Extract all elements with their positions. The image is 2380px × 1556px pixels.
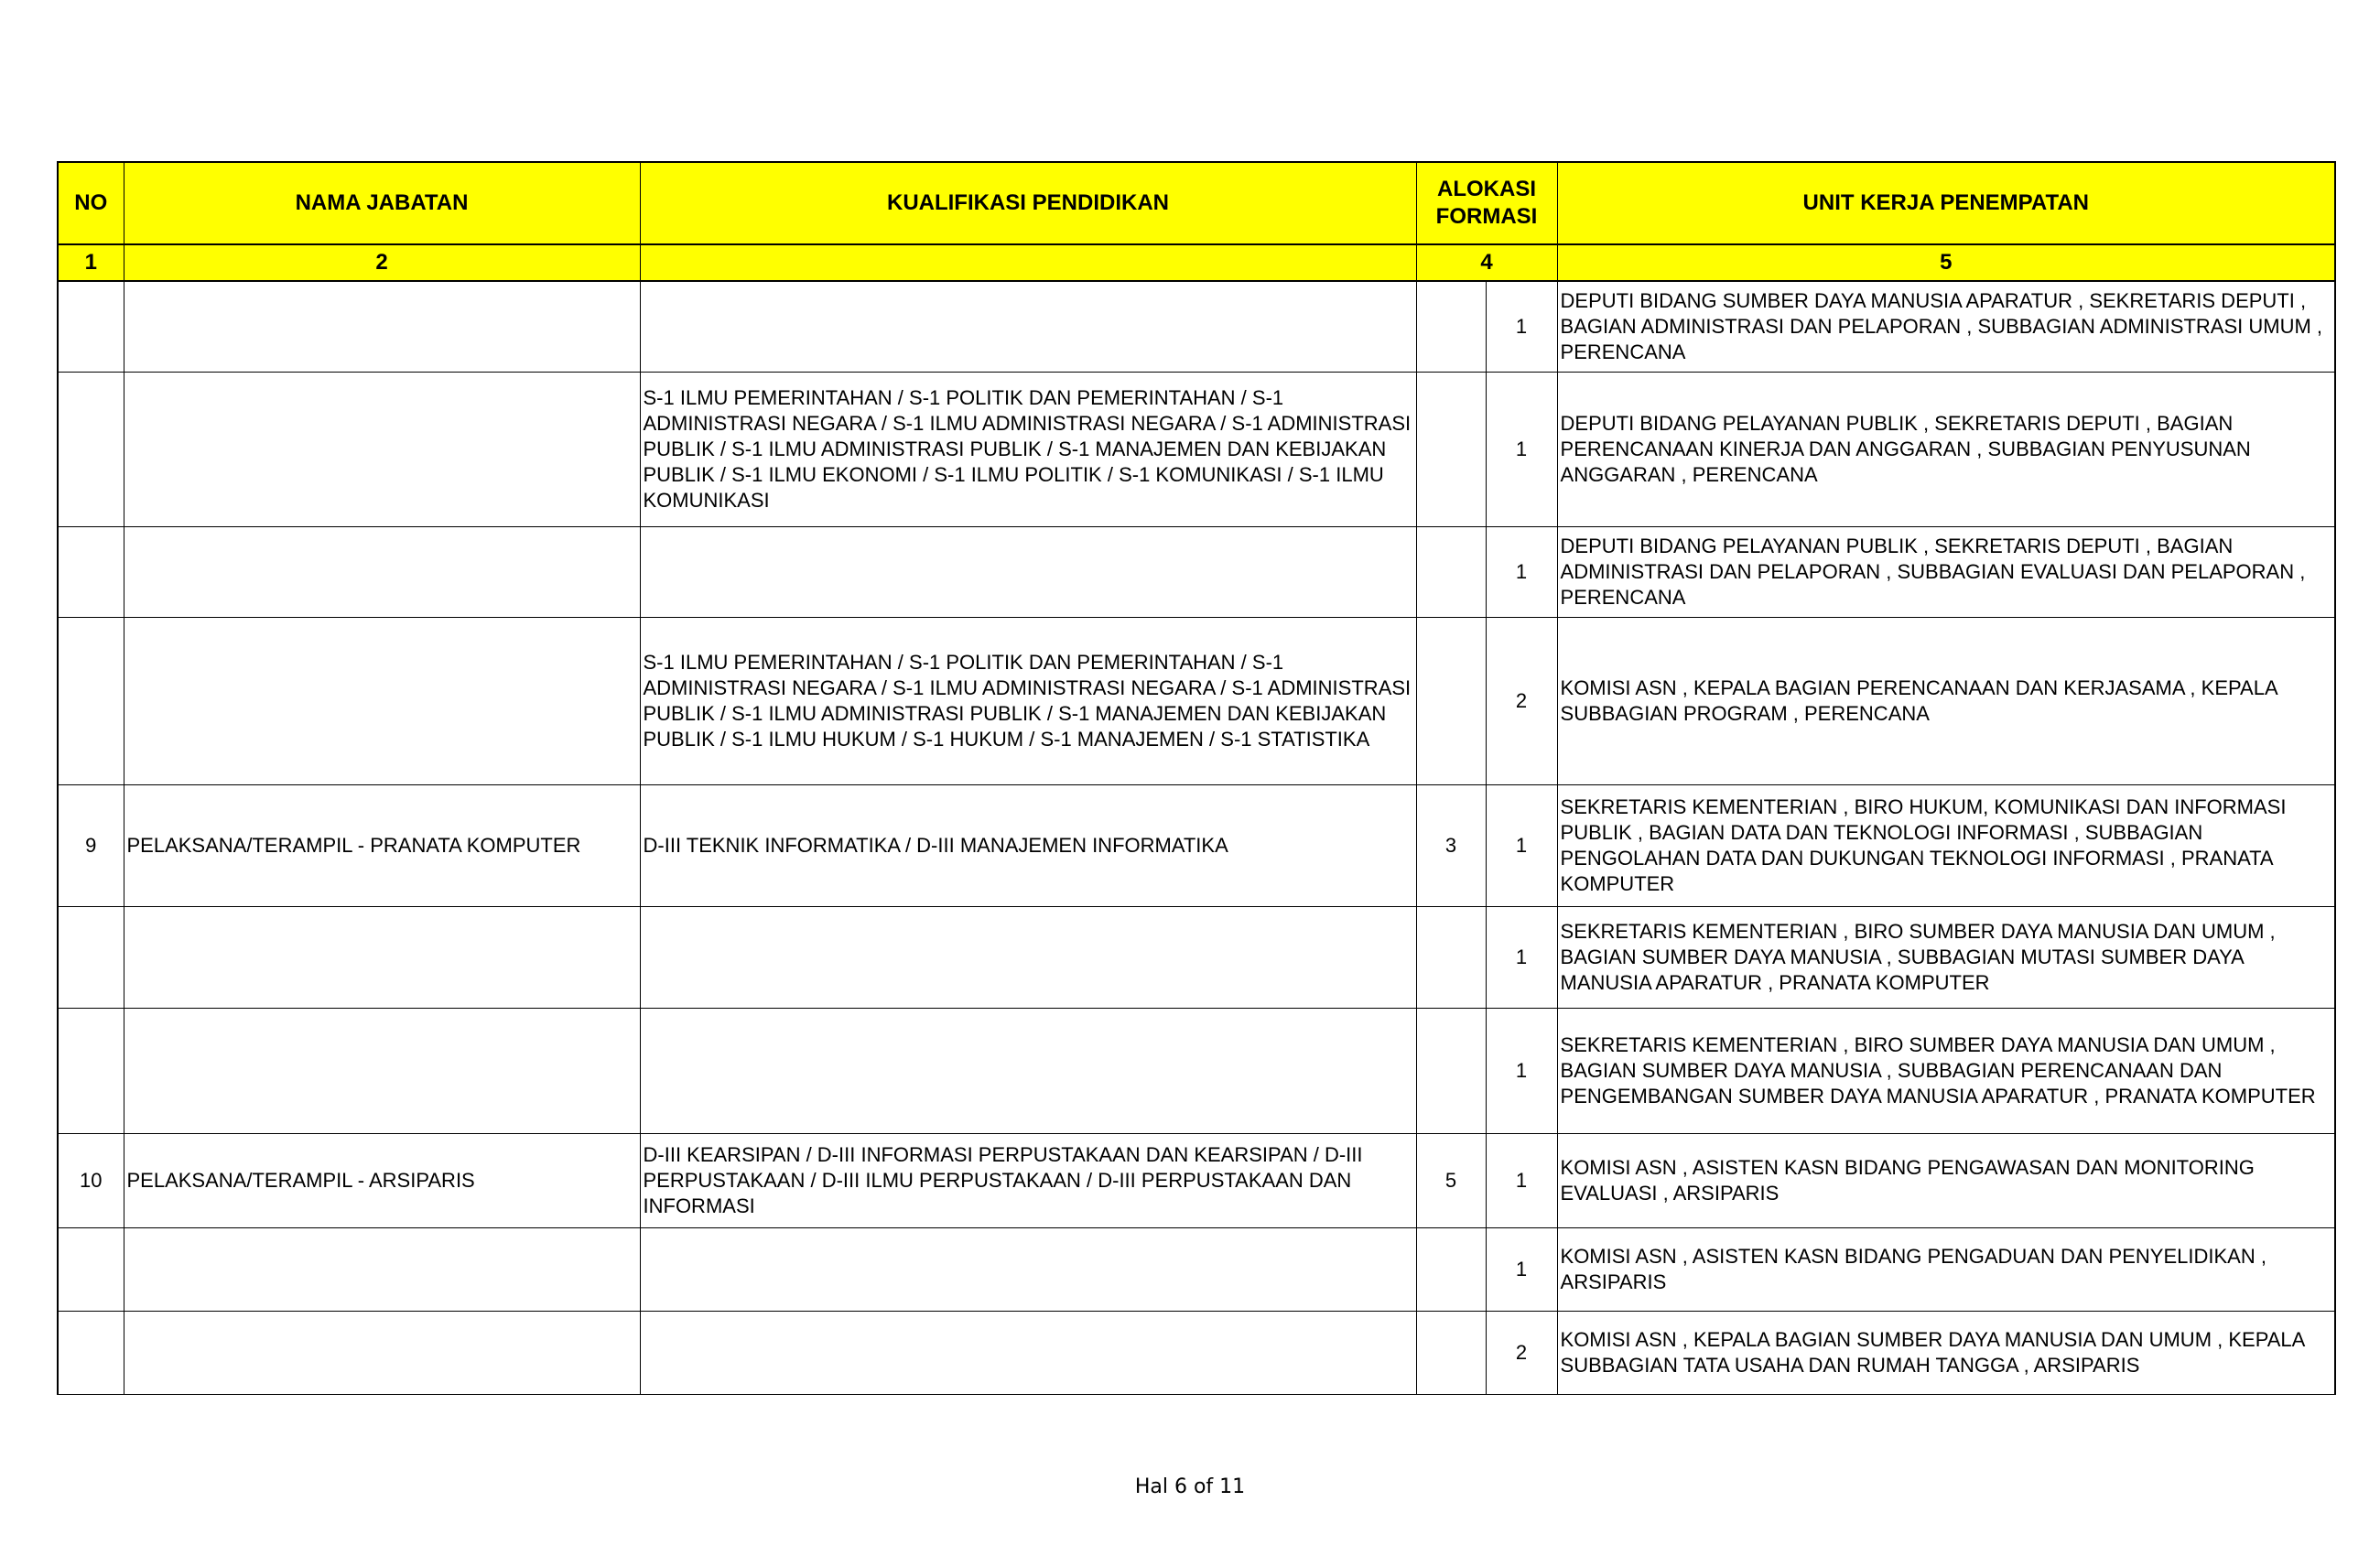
cell-no <box>58 907 124 1009</box>
header-no: NO <box>58 162 124 244</box>
table-row <box>58 281 2335 373</box>
table-row <box>58 1228 2335 1312</box>
cell-kualifikasi <box>640 527 1416 618</box>
cell-alokasi-sub: 2 <box>1486 618 1557 785</box>
header-unit-kerja-penempatan: UNIT KERJA PENEMPATAN <box>1557 162 2335 244</box>
cell-alokasi <box>1416 618 1486 785</box>
cell-kualifikasi <box>640 1228 1416 1312</box>
cell-alokasi <box>1416 373 1486 527</box>
cell-no <box>58 1312 124 1395</box>
cell-kualifikasi: D-III KEARSIPAN / D-III INFORMASI PERPUSTAKAAN DAN KEARSIPAN / D-III PERPUSTAKAAN / D-III ILMU PERPUSTAKAAN / D-III PERPUSTAKAAN DAN INFORMASI <box>640 1134 1416 1228</box>
cell-alokasi-sub: 1 <box>1486 907 1557 1009</box>
cell-no <box>58 373 124 527</box>
cell-no <box>58 1009 124 1134</box>
cell-unit-kerja: KOMISI ASN , KEPALA BAGIAN SUMBER DAYA MANUSIA DAN UMUM , KEPALA SUBBAGIAN TATA USAHA DAN RUMAH TANGGA , ARSIPARIS <box>1557 1312 2335 1395</box>
header-alokasi-formasi <box>1416 162 1557 244</box>
cell-unit-kerja: DEPUTI BIDANG SUMBER DAYA MANUSIA APARATUR , SEKRETARIS DEPUTI , BAGIAN ADMINISTRASI DAN PELAPORAN , SUBBAGIAN ADMINISTRASI UMUM , PERENCANA <box>1557 281 2335 373</box>
table-row <box>58 527 2335 618</box>
cell-unit-kerja: KOMISI ASN , ASISTEN KASN BIDANG PENGADUAN DAN PENYELIDIKAN , ARSIPARIS <box>1557 1228 2335 1312</box>
table-row <box>58 1009 2335 1134</box>
cell-unit-kerja: KOMISI ASN , ASISTEN KASN BIDANG PENGAWASAN DAN MONITORING EVALUASI , ARSIPARIS <box>1557 1134 2335 1228</box>
cell-alokasi-sub: 1 <box>1486 527 1557 618</box>
cell-alokasi <box>1416 907 1486 1009</box>
cell-nama-jabatan <box>124 907 640 1009</box>
cell-alokasi <box>1416 527 1486 618</box>
cell-unit-kerja: DEPUTI BIDANG PELAYANAN PUBLIK , SEKRETARIS DEPUTI , BAGIAN PERENCANAAN KINERJA DAN ANGGARAN , SUBBAGIAN PENYUSUNAN ANGGARAN , PERENCANA <box>1557 373 2335 527</box>
cell-alokasi-sub: 1 <box>1486 785 1557 907</box>
cell-alokasi <box>1416 1009 1486 1134</box>
cell-nama-jabatan <box>124 618 640 785</box>
cell-kualifikasi: S-1 ILMU PEMERINTAHAN / S-1 POLITIK DAN PEMERINTAHAN / S-1 ADMINISTRASI NEGARA / S-1 ILMU ADMINISTRASI NEGARA / S-1 ADMINISTRASI PUBLIK / S-1 ILMU ADMINISTRASI PUBLIK / S-1 MANAJEMEN DAN KEBIJAKAN PUBLIK / S-1 ILMU EKONOMI / S-1 ILMU POLITIK / S-1 KOMUNIKASI / S-1 ILMU KOMUNIKASI <box>640 373 1416 527</box>
cell-alokasi-sub: 1 <box>1486 1009 1557 1134</box>
cell-no <box>58 1228 124 1312</box>
cell-nama-jabatan <box>124 281 640 373</box>
header-alokasi-line1: ALOKASI <box>1437 177 1536 201</box>
table-header-row <box>58 162 2335 244</box>
cell-unit-kerja: SEKRETARIS KEMENTERIAN , BIRO HUKUM, KOMUNIKASI DAN INFORMASI PUBLIK , BAGIAN DATA DAN TEKNOLOGI INFORMASI , SUBBAGIAN PENGOLAHAN DATA DAN DUKUNGAN TEKNOLOGI INFORMASI , PRANATA KOMPUTER <box>1557 785 2335 907</box>
header-number-3 <box>640 244 1416 281</box>
header-number-4: 4 <box>1416 244 1557 281</box>
cell-kualifikasi <box>640 907 1416 1009</box>
table-row <box>58 618 2335 785</box>
header-number-5: 5 <box>1557 244 2335 281</box>
cell-nama-jabatan <box>124 1228 640 1312</box>
cell-alokasi-sub: 1 <box>1486 1134 1557 1228</box>
cell-no <box>58 527 124 618</box>
cell-alokasi <box>1416 1228 1486 1312</box>
table-row <box>58 1134 2335 1228</box>
cell-kualifikasi: S-1 ILMU PEMERINTAHAN / S-1 POLITIK DAN PEMERINTAHAN / S-1 ADMINISTRASI NEGARA / S-1 ILMU ADMINISTRASI NEGARA / S-1 ADMINISTRASI PUBLIK / S-1 ILMU ADMINISTRASI PUBLIK / S-1 MANAJEMEN DAN KEBIJAKAN PUBLIK / S-1 ILMU HUKUM / S-1 HUKUM / S-1 MANAJEMEN / S-1 STATISTIKA <box>640 618 1416 785</box>
cell-nama-jabatan <box>124 373 640 527</box>
table-header-number-row <box>58 244 2335 281</box>
cell-unit-kerja: SEKRETARIS KEMENTERIAN , BIRO SUMBER DAYA MANUSIA DAN UMUM , BAGIAN SUMBER DAYA MANUSIA , SUBBAGIAN PERENCANAAN DAN PENGEMBANGAN SUMBER DAYA MANUSIA APARATUR , PRANATA KOMPUTER <box>1557 1009 2335 1134</box>
cell-unit-kerja: DEPUTI BIDANG PELAYANAN PUBLIK , SEKRETARIS DEPUTI , BAGIAN ADMINISTRASI DAN PELAPORAN , SUBBAGIAN EVALUASI DAN PELAPORAN , PERENCANA <box>1557 527 2335 618</box>
cell-kualifikasi <box>640 1009 1416 1134</box>
cell-unit-kerja: KOMISI ASN , KEPALA BAGIAN PERENCANAAN DAN KERJASAMA , KEPALA SUBBAGIAN PROGRAM , PERENCANA <box>1557 618 2335 785</box>
cell-alokasi-sub: 1 <box>1486 373 1557 527</box>
cell-alokasi: 3 <box>1416 785 1486 907</box>
cell-no: 10 <box>58 1134 124 1228</box>
cell-kualifikasi: D-III TEKNIK INFORMATIKA / D-III MANAJEMEN INFORMATIKA <box>640 785 1416 907</box>
cell-unit-kerja: SEKRETARIS KEMENTERIAN , BIRO SUMBER DAYA MANUSIA DAN UMUM , BAGIAN SUMBER DAYA MANUSIA , SUBBAGIAN MUTASI SUMBER DAYA MANUSIA APARATUR , PRANATA KOMPUTER <box>1557 907 2335 1009</box>
cell-alokasi <box>1416 281 1486 373</box>
cell-kualifikasi <box>640 1312 1416 1395</box>
header-alokasi-line2: FORMASI <box>1435 204 1538 229</box>
header-kualifikasi-pendidikan: KUALIFIKASI PENDIDIKAN <box>640 162 1416 244</box>
cell-kualifikasi <box>640 281 1416 373</box>
cell-no <box>58 618 124 785</box>
cell-nama-jabatan: PELAKSANA/TERAMPIL - PRANATA KOMPUTER <box>124 785 640 907</box>
cell-no <box>58 281 124 373</box>
table-row <box>58 907 2335 1009</box>
header-nama-jabatan: NAMA JABATAN <box>124 162 640 244</box>
cell-alokasi-sub: 1 <box>1486 1228 1557 1312</box>
table-row <box>58 1312 2335 1395</box>
cell-nama-jabatan <box>124 527 640 618</box>
formasi-table <box>57 161 2336 1395</box>
header-number-2: 2 <box>124 244 640 281</box>
table-row <box>58 785 2335 907</box>
header-number-1: 1 <box>58 244 124 281</box>
cell-no: 9 <box>58 785 124 907</box>
cell-alokasi-sub: 1 <box>1486 281 1557 373</box>
page-number: Hal 6 of 11 <box>1134 1475 1246 1498</box>
table-row <box>58 373 2335 527</box>
cell-alokasi <box>1416 1312 1486 1395</box>
cell-alokasi-sub: 2 <box>1486 1312 1557 1395</box>
cell-nama-jabatan: PELAKSANA/TERAMPIL - ARSIPARIS <box>124 1134 640 1228</box>
cell-nama-jabatan <box>124 1312 640 1395</box>
cell-alokasi: 5 <box>1416 1134 1486 1228</box>
cell-nama-jabatan <box>124 1009 640 1134</box>
